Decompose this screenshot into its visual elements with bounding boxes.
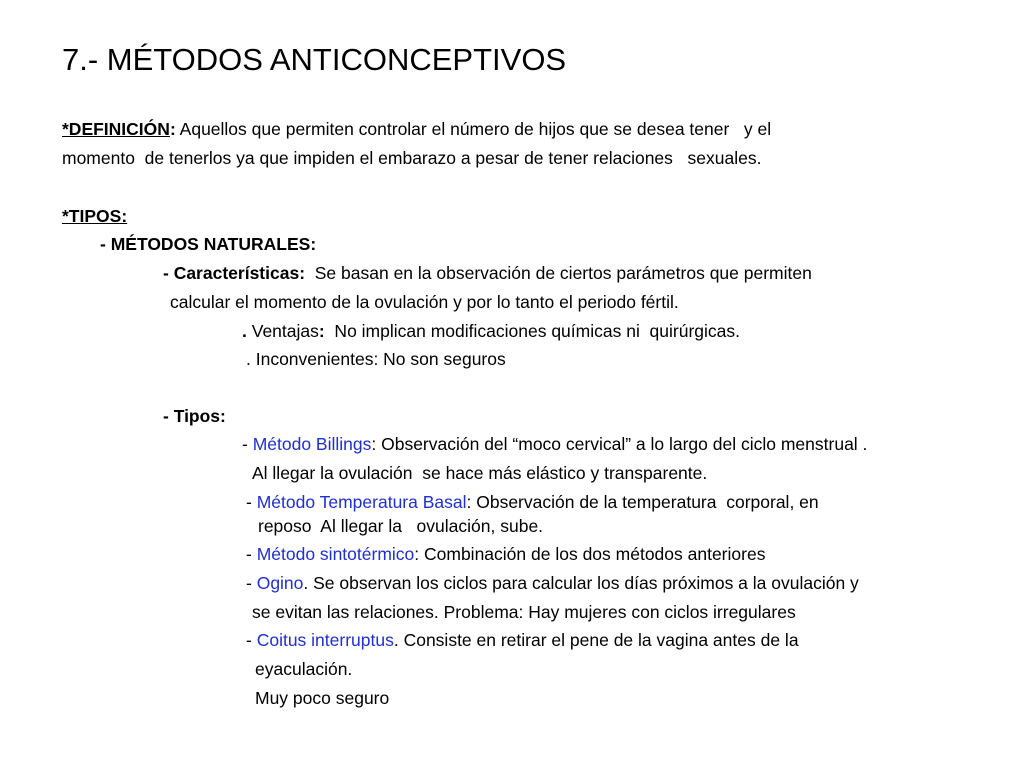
billings-line-1: [242, 433, 867, 455]
disadvantages-line: . Inconvenientes: No son seguros: [246, 349, 506, 369]
billings-text-1: : Observación del “moco cervical” a lo largo del ciclo menstrual .: [371, 434, 868, 454]
advantages-bullet: .: [242, 321, 252, 341]
ogino-dash: -: [246, 573, 257, 593]
characteristics-text-1: Se basan en la observación de ciertos parámetros que permiten: [305, 263, 812, 283]
temperature-dash: -: [246, 492, 257, 512]
coitus-dash: -: [246, 630, 257, 650]
advantages-text: No implican modificaciones químicas ni quirúrgicas.: [324, 321, 741, 341]
slide-title: 7.- MÉTODOS ANTICONCEPTIVOS: [62, 42, 567, 77]
coitus-method-name: Coitus interruptus: [256, 630, 394, 650]
sintotermico-text: : Combinación de los dos métodos anteriores: [414, 544, 766, 564]
temperature-line-1: [246, 491, 819, 513]
advantages-colon: :: [318, 321, 325, 341]
natural-methods-heading: - MÉTODOS NATURALES:: [100, 234, 317, 254]
sintotermico-dash: -: [246, 544, 257, 564]
temperature-text-1: : Observación de la temperatura corporal, en: [466, 492, 819, 512]
sintotermico-line: [246, 543, 765, 565]
sintotermico-method-name: Método sintotérmico: [256, 544, 415, 564]
definition-line-1: [62, 118, 771, 140]
advantages-label: Ventajas: [251, 321, 319, 341]
ogino-line-2: se evitan las relaciones. Problema: Hay mujeres con ciclos irregulares: [252, 602, 796, 622]
ogino-method-name: Ogino: [256, 573, 304, 593]
billings-method-name: Método Billings: [252, 434, 372, 454]
ogino-line-1: [246, 572, 859, 594]
characteristics-label: - Características:: [163, 263, 306, 283]
definition-text-1: Aquellos que permiten controlar el número de hijos que se desea tener y el: [175, 119, 772, 139]
temperature-method-name: Método Temperatura Basal: [256, 492, 467, 512]
definition-colon: :: [169, 119, 176, 139]
definition-line-2: momento de tenerlos ya que impiden el embarazo a pesar de tener relaciones sexuales.: [62, 148, 762, 168]
definition-label: *DEFINICIÓN: [62, 119, 170, 139]
characteristics-line-2: calcular el momento de la ovulación y por lo tanto el periodo fértil.: [170, 292, 679, 312]
types-subheading: - Tipos:: [163, 406, 226, 426]
coitus-text-1: . Consiste en retirar el pene de la vagina antes de la: [393, 630, 799, 650]
coitus-line-3: Muy poco seguro: [255, 688, 390, 708]
coitus-line-2: eyaculación.: [255, 659, 353, 679]
ogino-text-1: . Se observan los ciclos para calcular los días próximos a la ovulación y: [303, 573, 859, 593]
temperature-line-2: reposo Al llegar la ovulación, sube.: [258, 516, 544, 536]
tipos-heading: *TIPOS:: [62, 206, 128, 226]
characteristics-line-1: [163, 262, 812, 284]
advantages-line: [242, 320, 740, 342]
billings-line-2: Al llegar la ovulación se hace más elástico y transparente.: [252, 463, 708, 483]
coitus-line-1: [246, 629, 799, 651]
billings-dash: -: [242, 434, 253, 454]
